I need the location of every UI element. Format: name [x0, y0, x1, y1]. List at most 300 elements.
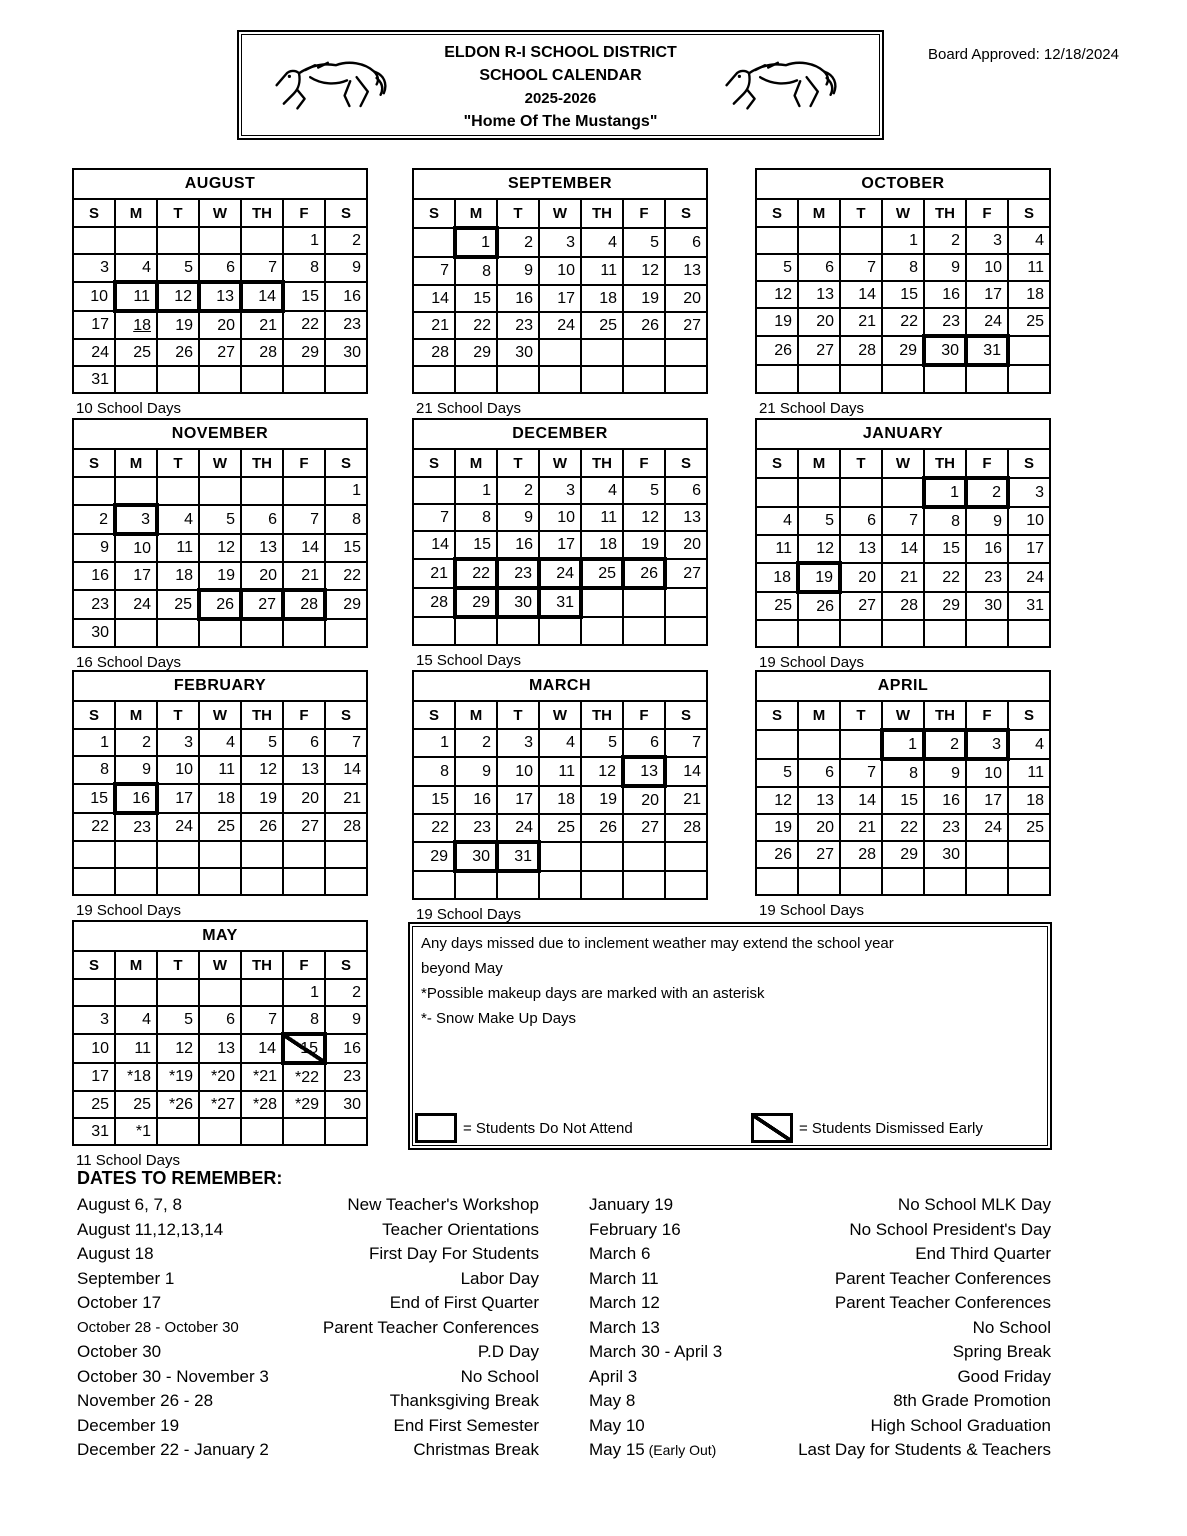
day-cell: 14	[413, 531, 455, 559]
day-header: M	[798, 449, 840, 478]
day-cell: 24	[157, 813, 199, 841]
day-cell: 15	[455, 531, 497, 559]
event-label: No School	[460, 1366, 539, 1386]
day-cell: 16	[325, 1034, 367, 1063]
month-table	[72, 920, 368, 1146]
day-cell: 25	[73, 1091, 115, 1118]
day-header: F	[623, 199, 665, 228]
day-cell: 2	[924, 730, 966, 759]
day-cell: 22	[455, 312, 497, 339]
day-cell: 1	[283, 227, 325, 254]
day-cell	[623, 871, 665, 899]
month-table	[412, 418, 708, 646]
day-cell: 13	[623, 757, 665, 786]
day-cell: 7	[283, 505, 325, 534]
day-cell: 2	[966, 478, 1008, 507]
day-cell: 9	[73, 534, 115, 562]
day-cell: 14	[283, 534, 325, 562]
day-cell: 7	[840, 759, 882, 787]
day-cell: 4	[115, 254, 157, 282]
day-cell: 31	[539, 588, 581, 617]
day-cell	[798, 620, 840, 647]
day-cell: 21	[325, 784, 367, 813]
event-label: Thanksgiving Break	[389, 1391, 539, 1410]
day-cell: 29	[924, 592, 966, 620]
day-cell: 21	[665, 786, 707, 814]
day-cell: 13	[798, 787, 840, 814]
day-cell: 7	[241, 1006, 283, 1034]
event-label: Good Friday	[957, 1366, 1051, 1386]
dates-columns	[77, 1193, 1052, 1463]
day-cell: 11	[581, 504, 623, 531]
day-cell: 3	[539, 228, 581, 257]
day-cell: 27	[665, 312, 707, 339]
month-november	[72, 418, 368, 671]
month-table	[412, 670, 708, 900]
day-cell: 8	[283, 1006, 325, 1034]
day-cell	[1008, 868, 1050, 895]
day-header: T	[840, 701, 882, 730]
day-cell	[798, 365, 840, 393]
day-cell: 28	[413, 588, 455, 617]
day-cell	[623, 617, 665, 645]
day-cell: 16	[497, 285, 539, 312]
day-header: S	[413, 449, 455, 477]
day-cell	[539, 617, 581, 645]
day-cell: 5	[157, 1006, 199, 1034]
day-cell: 30	[497, 339, 539, 366]
month-title: NOVEMBER	[73, 419, 367, 449]
date-label: April 3	[589, 1366, 638, 1386]
month-table	[755, 418, 1051, 648]
date-row	[589, 1340, 1051, 1365]
date-label: November 26 - 28	[77, 1391, 214, 1410]
day-cell	[840, 730, 882, 759]
school-days-label: 21 School Days	[416, 400, 522, 417]
day-cell: 30	[924, 841, 966, 868]
day-header: M	[455, 199, 497, 228]
day-cell: 31	[497, 842, 539, 871]
day-cell: 31	[966, 336, 1008, 365]
day-header: S	[756, 199, 798, 227]
district-title: ELDON R-I SCHOOL DISTRICT	[444, 44, 677, 61]
day-cell: 11	[115, 282, 157, 311]
month-table	[755, 168, 1051, 394]
day-cell: 3	[157, 729, 199, 756]
day-cell	[241, 366, 283, 393]
day-header: W	[539, 449, 581, 477]
day-cell: 29	[413, 842, 455, 871]
day-cell: 5	[798, 507, 840, 535]
date-row	[589, 1316, 1051, 1341]
day-cell: 9	[115, 756, 157, 784]
day-cell: 26	[199, 590, 241, 619]
header-inner	[241, 34, 880, 136]
day-cell	[924, 365, 966, 393]
day-cell: 12	[756, 281, 798, 308]
note-line: beyond May	[421, 960, 503, 977]
day-cell	[199, 1118, 241, 1145]
date-label: March 30 - April 3	[589, 1342, 723, 1361]
day-cell	[966, 841, 1008, 868]
day-cell: 1	[455, 228, 497, 257]
day-cell: 25	[581, 559, 623, 588]
day-cell	[241, 477, 283, 505]
date-label: December 19	[77, 1415, 180, 1435]
date-label: January 19	[589, 1195, 674, 1214]
day-cell	[413, 366, 455, 393]
day-cell	[157, 979, 199, 1006]
date-row	[589, 1389, 1051, 1414]
day-cell	[665, 617, 707, 645]
date-row	[589, 1438, 1051, 1463]
event-label: First Day For Students	[368, 1244, 539, 1263]
month-february	[72, 670, 368, 919]
day-cell: 12	[241, 756, 283, 784]
day-header: S	[73, 701, 115, 729]
day-cell: 7	[665, 729, 707, 757]
day-cell: 1	[413, 729, 455, 757]
day-cell: 6	[199, 254, 241, 282]
day-header: M	[115, 951, 157, 979]
day-cell: 30	[924, 336, 966, 365]
day-cell: 21	[840, 308, 882, 336]
school-days-label: 19 School Days	[416, 906, 522, 923]
day-cell: 4	[539, 729, 581, 757]
month-title: SEPTEMBER	[413, 169, 707, 199]
day-cell: 22	[73, 813, 115, 841]
day-cell: 25	[115, 1091, 157, 1118]
day-cell: 14	[665, 757, 707, 786]
day-cell: 25	[1008, 308, 1050, 336]
day-header: S	[73, 951, 115, 979]
day-cell: 22	[924, 563, 966, 592]
day-cell: 9	[966, 507, 1008, 535]
day-cell: 16	[497, 531, 539, 559]
day-cell: 16	[924, 787, 966, 814]
day-cell	[199, 366, 241, 393]
day-cell	[665, 588, 707, 617]
day-header: T	[157, 449, 199, 477]
day-cell	[115, 227, 157, 254]
day-cell: 15	[325, 534, 367, 562]
day-cell: 6	[623, 729, 665, 757]
date-row	[589, 1267, 1051, 1292]
day-cell	[157, 619, 199, 647]
day-header: T	[497, 199, 539, 228]
day-cell: 18	[199, 784, 241, 813]
day-header: S	[756, 449, 798, 478]
date-label: March 11	[589, 1268, 659, 1288]
notes-box	[408, 922, 1052, 1150]
day-cell: 4	[581, 477, 623, 504]
date-row	[77, 1438, 539, 1463]
day-cell	[157, 227, 199, 254]
day-cell: 10	[73, 282, 115, 311]
day-cell: 11	[539, 757, 581, 786]
day-cell	[581, 842, 623, 871]
day-cell: 13	[199, 282, 241, 311]
date-row	[589, 1291, 1051, 1316]
day-cell: 17	[115, 562, 157, 590]
day-cell: 13	[199, 1034, 241, 1063]
day-cell: 8	[882, 254, 924, 281]
date-row	[77, 1340, 539, 1365]
date-label: August 18	[77, 1244, 154, 1263]
month-table	[755, 670, 1051, 896]
day-cell: 28	[840, 841, 882, 868]
day-cell	[840, 620, 882, 647]
month-table	[72, 418, 368, 648]
day-header: TH	[581, 449, 623, 477]
day-cell	[665, 842, 707, 871]
day-cell: 15	[924, 535, 966, 563]
month-table	[72, 168, 368, 394]
day-cell: 12	[157, 282, 199, 311]
day-cell: 4	[1008, 730, 1050, 759]
day-cell: 19	[623, 531, 665, 559]
date-label: March 6	[589, 1244, 651, 1263]
event-label: Labor Day	[460, 1268, 539, 1288]
day-cell: 17	[539, 531, 581, 559]
day-cell	[115, 841, 157, 868]
school-days-label: 21 School Days	[759, 400, 865, 417]
day-cell: 20	[840, 563, 882, 592]
dates-to-remember-section	[77, 1168, 1052, 1463]
day-cell	[882, 365, 924, 393]
event-label: 8th Grade Promotion	[893, 1391, 1051, 1410]
day-header: TH	[924, 449, 966, 478]
day-cell	[325, 841, 367, 868]
day-cell: 4	[199, 729, 241, 756]
day-cell: 28	[325, 813, 367, 841]
day-cell: 18	[756, 563, 798, 592]
day-cell: 19	[756, 308, 798, 336]
day-cell: 12	[199, 534, 241, 562]
day-cell: 6	[665, 477, 707, 504]
day-cell: 5	[756, 759, 798, 787]
day-header: W	[882, 199, 924, 227]
day-header: M	[455, 449, 497, 477]
event-label: Parent Teacher Conferences	[834, 1268, 1051, 1288]
day-cell: *22	[283, 1063, 325, 1091]
date-suffix: (Early Out)	[644, 1442, 717, 1458]
day-cell: 7	[413, 504, 455, 531]
day-cell: 1	[325, 477, 367, 505]
day-cell: 28	[882, 592, 924, 620]
day-cell: 30	[497, 588, 539, 617]
day-header: TH	[241, 951, 283, 979]
day-cell: 18	[539, 786, 581, 814]
day-cell: 9	[497, 257, 539, 285]
school-days-label: 16 School Days	[76, 654, 182, 671]
day-cell: 28	[840, 336, 882, 365]
day-cell: 29	[455, 339, 497, 366]
day-header: F	[966, 701, 1008, 730]
day-cell: 23	[73, 590, 115, 619]
day-cell	[497, 871, 539, 899]
day-cell: 18	[1008, 787, 1050, 814]
day-header: M	[115, 449, 157, 477]
day-cell: 23	[325, 311, 367, 339]
day-cell: 17	[73, 1063, 115, 1091]
day-cell: *20	[199, 1063, 241, 1091]
legend-no-school-label: = Students Do Not Attend	[463, 1119, 633, 1137]
day-header: W	[199, 199, 241, 227]
date-row	[77, 1365, 539, 1390]
day-cell: 2	[455, 729, 497, 757]
day-header: S	[325, 199, 367, 227]
day-cell: 5	[623, 228, 665, 257]
day-header: S	[413, 199, 455, 228]
day-header: F	[966, 449, 1008, 478]
day-cell: 2	[497, 477, 539, 504]
day-cell: 19	[581, 786, 623, 814]
day-cell: 9	[325, 1006, 367, 1034]
day-cell: *21	[241, 1063, 283, 1091]
event-label: End Third Quarter	[915, 1244, 1051, 1263]
day-cell	[241, 619, 283, 647]
day-cell	[157, 1118, 199, 1145]
day-cell	[756, 227, 798, 254]
day-cell	[199, 477, 241, 505]
day-header: T	[157, 951, 199, 979]
month-april	[755, 670, 1051, 919]
day-cell: 9	[924, 254, 966, 281]
date-label: August 6, 7, 8	[77, 1195, 182, 1214]
day-cell: 6	[798, 759, 840, 787]
day-cell: 10	[73, 1034, 115, 1063]
day-cell: 18	[581, 531, 623, 559]
day-cell: 20	[665, 285, 707, 312]
date-row	[589, 1242, 1051, 1267]
day-header: S	[73, 199, 115, 227]
note-line: *Possible makeup days are marked with an asterisk	[421, 985, 765, 1002]
day-cell: 2	[325, 979, 367, 1006]
day-header: M	[798, 701, 840, 730]
event-label: New Teacher's Workshop	[347, 1195, 539, 1214]
day-cell: 8	[455, 504, 497, 531]
day-cell: 7	[840, 254, 882, 281]
date-row	[589, 1365, 1051, 1390]
day-cell: 20	[623, 786, 665, 814]
day-header: S	[665, 449, 707, 477]
day-cell: 23	[924, 308, 966, 336]
day-cell: 3	[966, 730, 1008, 759]
school-days-label: 19 School Days	[76, 902, 182, 919]
day-cell: 12	[581, 757, 623, 786]
day-cell: 19	[623, 285, 665, 312]
day-cell	[581, 366, 623, 393]
day-cell: 22	[455, 559, 497, 588]
day-cell: *1	[115, 1118, 157, 1145]
day-cell	[241, 868, 283, 895]
day-cell: 24	[966, 814, 1008, 841]
day-cell	[756, 478, 798, 507]
day-cell	[1008, 336, 1050, 365]
day-cell: 23	[966, 563, 1008, 592]
day-cell: 15	[455, 285, 497, 312]
day-header: S	[73, 449, 115, 477]
day-cell: 2	[325, 227, 367, 254]
day-header: T	[157, 199, 199, 227]
day-cell: 5	[157, 254, 199, 282]
day-header: W	[882, 449, 924, 478]
day-cell: 19	[798, 563, 840, 592]
day-cell: 28	[413, 339, 455, 366]
event-label: No School	[972, 1317, 1051, 1337]
date-label: February 16	[589, 1219, 681, 1239]
month-title: OCTOBER	[756, 169, 1050, 199]
month-title: MARCH	[413, 671, 707, 701]
day-cell: 17	[966, 281, 1008, 308]
day-cell: 22	[413, 814, 455, 842]
day-cell: 21	[882, 563, 924, 592]
day-cell: 27	[283, 813, 325, 841]
day-cell	[283, 619, 325, 647]
date-label: September 1	[77, 1268, 175, 1288]
day-cell	[539, 842, 581, 871]
school-year: 2025-2026	[524, 90, 597, 107]
day-cell: 26	[623, 312, 665, 339]
day-cell	[882, 620, 924, 647]
day-cell: 20	[241, 562, 283, 590]
day-cell: 3	[539, 477, 581, 504]
day-header: M	[798, 199, 840, 227]
day-header: F	[283, 951, 325, 979]
day-cell	[73, 979, 115, 1006]
day-cell: 24	[539, 312, 581, 339]
day-cell	[665, 339, 707, 366]
day-cell: 3	[73, 1006, 115, 1034]
day-cell: 27	[665, 559, 707, 588]
day-cell: 7	[882, 507, 924, 535]
day-cell: 16	[924, 281, 966, 308]
day-cell: 15	[73, 784, 115, 813]
day-cell: 31	[73, 1118, 115, 1145]
month-table	[412, 168, 708, 394]
day-cell: 12	[756, 787, 798, 814]
event-label: High School Graduation	[870, 1415, 1051, 1435]
day-cell	[455, 617, 497, 645]
day-cell	[882, 868, 924, 895]
date-label: March 13	[589, 1317, 660, 1337]
day-cell: 2	[115, 729, 157, 756]
day-cell: 13	[840, 535, 882, 563]
month-august	[72, 168, 368, 417]
day-header: F	[283, 701, 325, 729]
month-title: FEBRUARY	[73, 671, 367, 701]
day-cell: 14	[840, 281, 882, 308]
day-cell: 5	[241, 729, 283, 756]
day-cell: *19	[157, 1063, 199, 1091]
day-cell	[966, 868, 1008, 895]
day-cell	[413, 617, 455, 645]
day-header: S	[1008, 199, 1050, 227]
day-cell: 4	[115, 1006, 157, 1034]
day-cell: *27	[199, 1091, 241, 1118]
event-label: Spring Break	[952, 1342, 1051, 1361]
event-label: No School MLK Day	[897, 1195, 1051, 1214]
day-header: S	[1008, 701, 1050, 730]
board-approved-label: Board Approved: 12/18/2024	[928, 46, 1119, 63]
date-label: March 12	[589, 1293, 660, 1312]
day-cell: 12	[623, 504, 665, 531]
day-cell	[283, 477, 325, 505]
day-cell: 10	[497, 757, 539, 786]
day-cell: 15	[413, 786, 455, 814]
day-cell: 28	[665, 814, 707, 842]
